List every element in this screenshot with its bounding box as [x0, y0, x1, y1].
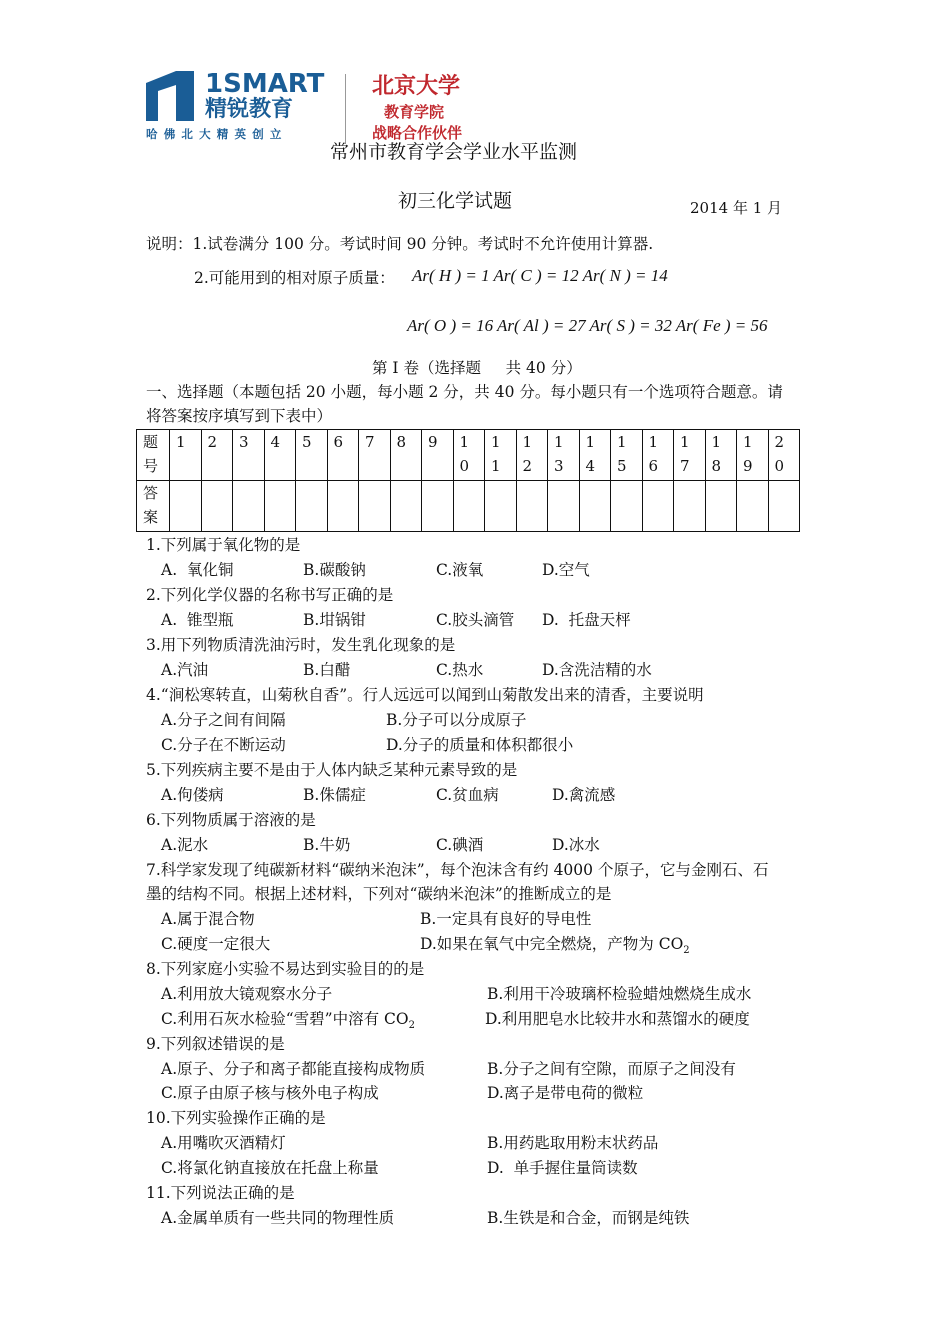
- number-cell: [579, 430, 611, 481]
- answer-cell[interactable]: [611, 481, 643, 532]
- option: B.牛奶: [303, 836, 351, 854]
- option: A.分子之间有间隔: [161, 711, 286, 729]
- number-digit: 9: [428, 433, 438, 451]
- answer-cell[interactable]: [390, 481, 422, 532]
- header-char: 号: [143, 457, 159, 475]
- answer-cell[interactable]: [170, 481, 202, 532]
- number-digit: 1: [459, 433, 470, 451]
- answer-cell[interactable]: [737, 481, 769, 532]
- option: D.离子是带电荷的微粒: [487, 1084, 644, 1102]
- answer-cell[interactable]: [359, 481, 391, 532]
- number-digit: 3: [554, 457, 564, 475]
- answer-cell[interactable]: [705, 481, 737, 532]
- smart-logo-icon: [146, 71, 194, 121]
- number-cell: [642, 430, 674, 481]
- answer-cell[interactable]: [327, 481, 359, 532]
- number-digit: 9: [743, 457, 753, 475]
- number-cell: [674, 430, 706, 481]
- number-digit: 1: [554, 433, 564, 451]
- question-stem: 1.下列属于氧化物的是: [146, 536, 301, 554]
- question-stem: 5.下列疾病主要不是由于人体内缺乏某种元素导致的是: [146, 761, 518, 779]
- question-stem: 10.下列实验操作正确的是: [146, 1109, 326, 1127]
- question-stem: 11.下列说法正确的是: [146, 1184, 295, 1202]
- number-digit: 8: [711, 457, 722, 475]
- table-header-cell: [137, 430, 170, 481]
- answer-cell[interactable]: [516, 481, 548, 532]
- answer-cell[interactable]: [674, 481, 706, 532]
- number-digit: 1: [680, 433, 690, 451]
- section-intro-1: 一、选择题（本题包括 20 小题，每小题 2 分，共 40 分。每小题只有一个选项符合题意。请: [146, 383, 783, 401]
- option: A.利用放大镜观察水分子: [161, 985, 333, 1003]
- option: A.金属单质有一些共同的物理性质: [161, 1209, 395, 1227]
- number-digit: 1: [491, 457, 501, 475]
- number-cell: [453, 430, 485, 481]
- answer-cell[interactable]: [768, 481, 800, 532]
- option: D.含洗洁精的水: [542, 661, 652, 679]
- number-digit: 1: [491, 433, 501, 451]
- number-digit: 6: [333, 433, 344, 451]
- option: A. 锥型瓶: [161, 611, 234, 629]
- header-char: 题: [143, 433, 159, 451]
- number-digit: 1: [711, 433, 722, 451]
- table-row-numbers: [137, 430, 800, 481]
- number-cell: [390, 430, 422, 481]
- table-header-cell: [137, 481, 170, 532]
- answer-table: [136, 429, 800, 532]
- answer-cell[interactable]: [201, 481, 233, 532]
- number-cell: [233, 430, 265, 481]
- option: C.分子在不断运动: [161, 736, 286, 754]
- atomic-masses-1: Ar( H ) = 1 Ar( C ) = 12 Ar( N ) = 14: [412, 266, 668, 285]
- option: C.液氧: [436, 561, 484, 579]
- number-digit: 1: [743, 433, 753, 451]
- number-digit: 2: [774, 433, 785, 451]
- atomic-masses-2: Ar( O ) = 16 Ar( Al ) = 27 Ar( S ) = 32 Ar( Fe ) = 56: [407, 316, 768, 335]
- option: C.利用石灰水检验“雪碧”中溶有 $CO_2$: [161, 1010, 415, 1031]
- partner-name: 北京大学: [372, 74, 461, 99]
- answer-cell[interactable]: [548, 481, 580, 532]
- number-digit: 1: [176, 433, 186, 451]
- question-stem: 2.下列化学仪器的名称书写正确的是: [146, 586, 394, 604]
- number-digit: 2: [522, 457, 533, 475]
- option: A.汽油: [161, 661, 209, 679]
- number-cell: [201, 430, 233, 481]
- question-stem: 6.下列物质属于溶液的是: [146, 811, 316, 829]
- logo-divider: [345, 74, 346, 144]
- header-char: 答: [143, 484, 159, 502]
- number-digit: 1: [585, 433, 596, 451]
- answer-cell[interactable]: [422, 481, 454, 532]
- number-digit: 0: [774, 457, 785, 475]
- option: A.属于混合物: [161, 910, 255, 928]
- number-digit: 5: [302, 433, 312, 451]
- question-stem: 7.科学家发现了纯碳新材料“碳纳米泡沫”，每个泡沫含有约 4000 个原子，它与金刚石、石: [146, 861, 769, 879]
- number-cell: [327, 430, 359, 481]
- number-digit: 4: [585, 457, 596, 475]
- option: D.冰水: [552, 836, 600, 854]
- question-stem: 3.用下列物质清洗油污时，发生乳化现象的是: [146, 636, 456, 654]
- option: D.利用肥皂水比较井水和蒸馏水的硬度: [485, 1010, 750, 1028]
- answer-cell[interactable]: [579, 481, 611, 532]
- number-cell: [611, 430, 643, 481]
- header-char: 案: [143, 508, 159, 526]
- option: B.碳酸钠: [303, 561, 366, 579]
- option: A.用嘴吹灭酒精灯: [161, 1134, 286, 1152]
- option: B.生铁是和合金，而钢是纯铁: [487, 1209, 690, 1227]
- option: A.佝偻病: [161, 786, 224, 804]
- option: C.胶头滴管: [436, 611, 515, 629]
- option: D.空气: [542, 561, 590, 579]
- brand-tagline: 哈佛北大精英创立: [146, 127, 288, 141]
- instruction-line-1: 说明：1.试卷满分 100 分。考试时间 90 分钟。考试时不允许使用计算器.: [146, 235, 654, 253]
- option: A.泥水: [161, 836, 209, 854]
- section-heading: 第 I 卷（选择题 共 40 分）: [372, 359, 582, 377]
- question-stem: 4.“涧松寒转直，山菊秋自香”。行人远远可以闻到山菊散发出来的清香，主要说明: [146, 686, 704, 704]
- option: B.坩锅钳: [303, 611, 366, 629]
- partner-role: 战略合作伙伴: [372, 124, 463, 142]
- number-cell: [422, 430, 454, 481]
- option: C.热水: [436, 661, 484, 679]
- option: B.分子之间有空隙，而原子之间没有: [487, 1060, 736, 1078]
- option: B.侏儒症: [303, 786, 366, 804]
- option: D.分子的质量和体积都很小: [386, 736, 574, 754]
- number-digit: 1: [522, 433, 533, 451]
- option: C.原子由原子核与核外电子构成: [161, 1084, 379, 1102]
- exam-title: 常州市教育学会学业水平监测: [330, 141, 578, 163]
- brand-name-cn: 精锐教育: [205, 97, 294, 122]
- answer-cell[interactable]: [642, 481, 674, 532]
- brand-name: 1SMART: [205, 69, 325, 99]
- answer-cell[interactable]: [485, 481, 517, 532]
- option: B.利用干冷玻璃杯检验蜡烛燃烧生成水: [487, 985, 752, 1003]
- table-row-answers: [137, 481, 800, 532]
- number-digit: 1: [648, 433, 659, 451]
- option: D.如果在氧气中完全燃烧，产物为 $CO_2$: [420, 935, 690, 956]
- answer-cell[interactable]: [264, 481, 296, 532]
- number-cell: [264, 430, 296, 481]
- number-cell: [359, 430, 391, 481]
- option: D. 托盘天枰: [542, 611, 631, 629]
- answer-cell[interactable]: [453, 481, 485, 532]
- option: B.分子可以分成原子: [386, 711, 527, 729]
- answer-cell[interactable]: [296, 481, 328, 532]
- number-cell: [548, 430, 580, 481]
- option: C.贫血病: [436, 786, 499, 804]
- number-digit: 2: [207, 433, 218, 451]
- exam-subtitle: 初三化学试题: [398, 190, 513, 212]
- number-cell: [705, 430, 737, 481]
- question-stem: 8.下列家庭小实验不易达到实验目的的是: [146, 960, 425, 978]
- section-intro-2: 将答案按序填写到下表中）: [146, 407, 333, 425]
- number-digit: 7: [365, 433, 375, 451]
- option: B.用药匙取用粉末状药品: [487, 1134, 659, 1152]
- number-cell: [516, 430, 548, 481]
- number-digit: 6: [648, 457, 659, 475]
- number-cell: [485, 430, 517, 481]
- answer-cell[interactable]: [233, 481, 265, 532]
- number-cell: [170, 430, 202, 481]
- question-stem-continued: 墨的结构不同。根据上述材料，下列对“碳纳米泡沫”的推断成立的是: [146, 885, 612, 903]
- number-cell: [768, 430, 800, 481]
- option: C.硬度一定很大: [161, 935, 271, 953]
- option: A. 氧化铜: [161, 561, 234, 579]
- number-digit: 7: [680, 457, 690, 475]
- number-digit: 5: [617, 457, 627, 475]
- option: D.禽流感: [552, 786, 616, 804]
- option: B.一定具有良好的导电性: [420, 910, 592, 928]
- instruction-line-2: 2.可能用到的相对原子质量：: [194, 269, 395, 287]
- exam-date: 2014 年 1 月: [690, 199, 783, 217]
- number-digit: 0: [459, 457, 470, 475]
- number-digit: 1: [617, 433, 627, 451]
- partner-dept: 教育学院: [384, 103, 445, 121]
- option: C.将氯化钠直接放在托盘上称量: [161, 1159, 379, 1177]
- option: C.碘酒: [436, 836, 484, 854]
- option: D. 单手握住量筒读数: [487, 1159, 638, 1177]
- number-digit: 4: [270, 433, 281, 451]
- number-digit: 8: [396, 433, 407, 451]
- number-cell: [737, 430, 769, 481]
- question-stem: 9.下列叙述错误的是: [146, 1035, 285, 1053]
- number-cell: [296, 430, 328, 481]
- option: B.白醋: [303, 661, 351, 679]
- option: A.原子、分子和离子都能直接构成物质: [161, 1060, 426, 1078]
- number-digit: 3: [239, 433, 249, 451]
